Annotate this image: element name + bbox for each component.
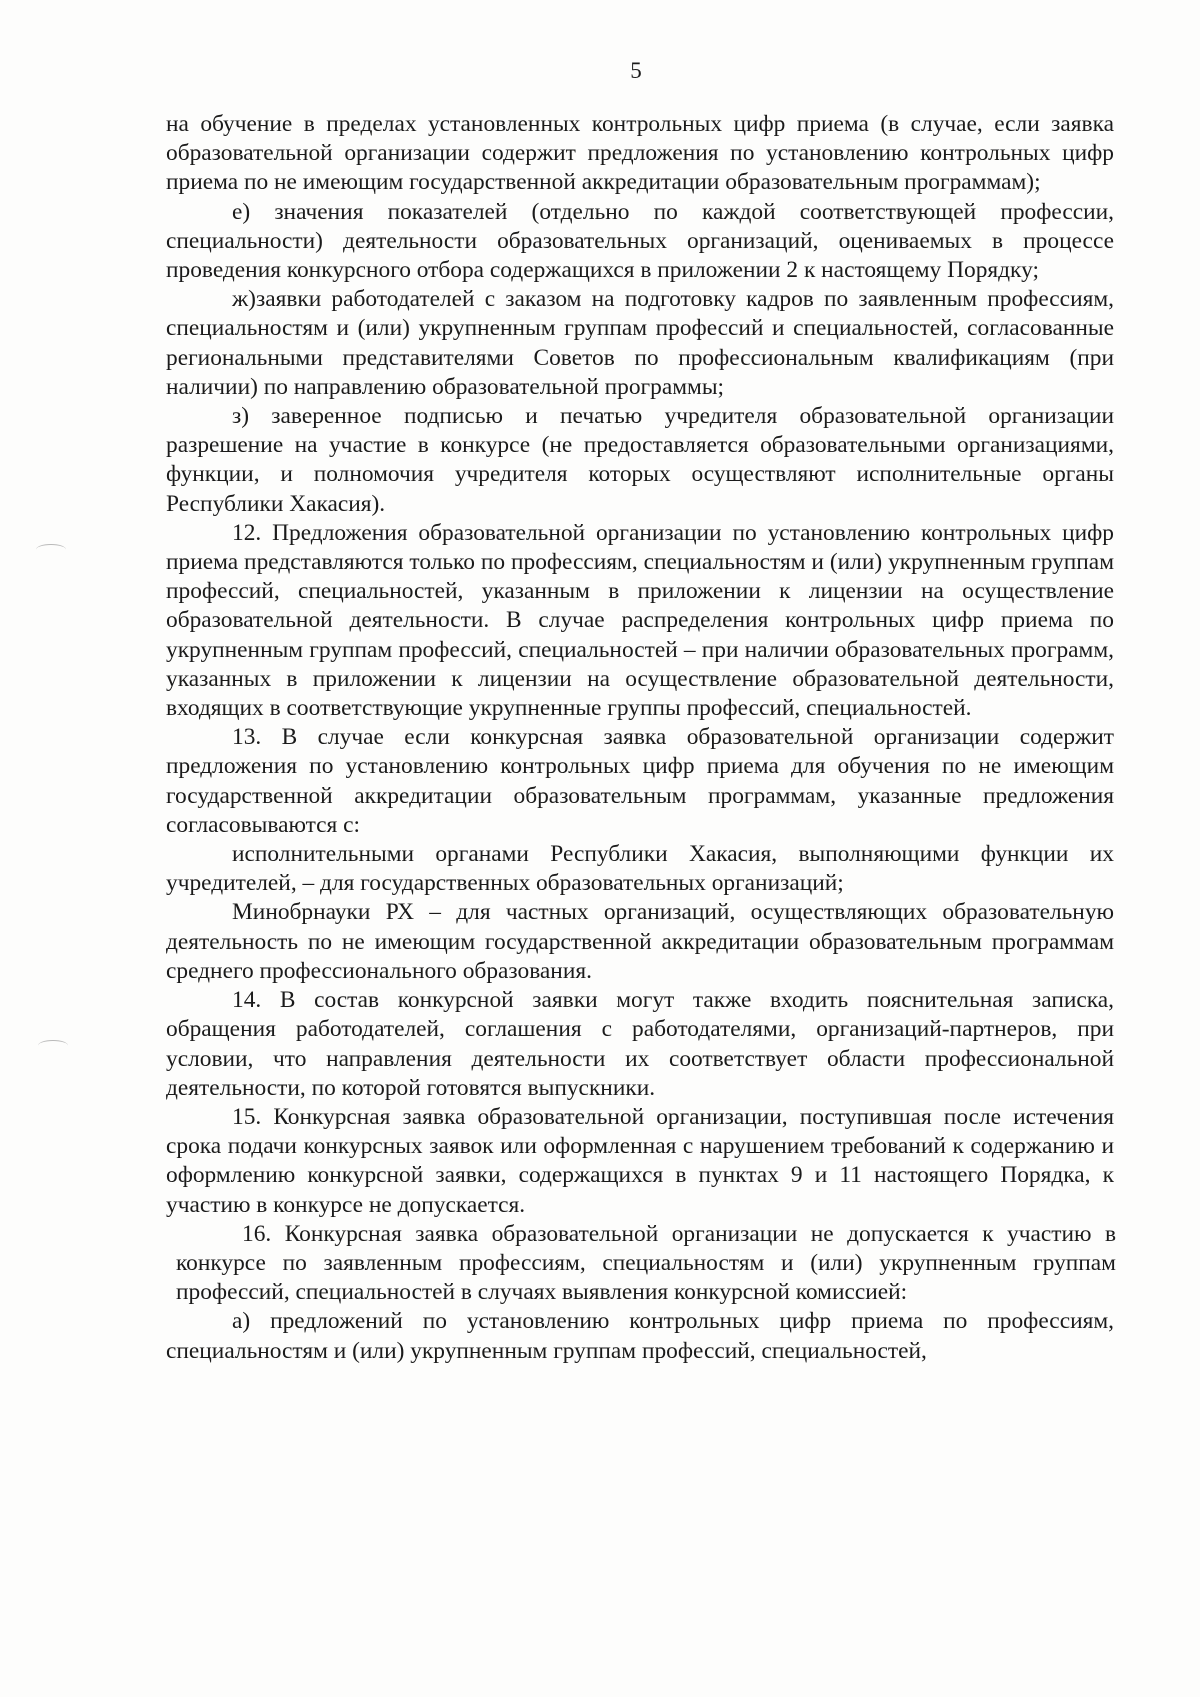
paragraph-item-z: з) заверенное подписью и печатью учредителя образовательной организации разрешение на участие в конкурсе (не предоставляется образовательными организациями, функции, и полномочия учредителя которых осуществляют исполнительные органы Республики Хакасия). — [166, 403, 1114, 517]
paragraph-item-e: е) значения показателей (отдельно по каждой соответствующей профессии, специальности) деятельности образовательных организаций, оцениваемых в процессе проведения конкурсного отбора содержащихся в приложении 2 к настоящему Порядку; — [166, 198, 1114, 284]
scan-mark — [36, 544, 66, 555]
paragraph-15: 15. Конкурсная заявка образовательной организации, поступившая после истечения срока подачи конкурсных заявок или оформленная с нарушением требований к содержанию и оформлению конкурсной заявки, содержащихся в пунктах 9 и 11 настоящего Порядка, к участию в конкурсе не допускается. — [166, 1103, 1114, 1218]
paragraph-13-ministry: Минобрнауки РХ – для частных организаций, осуществляющих образовательную деятельность по не имеющим государственной аккредитации образовательным программам среднего профессионального образования. — [166, 899, 1114, 984]
paragraph-16-item-a: а) предложений по установлению контрольных цифр приема по профессиям, специальностям и (или) укрупненным группам профессий, специальностей, — [166, 1308, 1114, 1364]
page-number: 5 — [630, 58, 642, 83]
paragraph-12: 12. Предложения образовательной организации по установлению контрольных цифр приема представляются только по профессиям, специальностям и (или) укрупненным группам профессий, специальностей, указанным в приложении к лицензии на осуществление образовательной деятельности. В случае распределения контрольных цифр приема по укрупненным группам профессий, специальностей – при наличии образовательных программ, указанных в приложении к лицензии на осуществление образовательной деятельности, входящих в соответствующие укрупненные группы профессий, специальностей. — [166, 519, 1114, 722]
paragraph-13-executive-bodies: исполнительными органами Республики Хакасия, выполняющими функции их учредителей, – для государственных образовательных организаций; — [166, 841, 1114, 897]
paragraph-13: 13. В случае если конкурсная заявка образовательной организации содержит предложения по установлению контрольных цифр приема для обучения по не имеющим государственной аккредитации образовательным программам, указанные предложения согласовываются с: — [166, 724, 1114, 838]
scan-mark — [38, 1040, 68, 1051]
paragraph-continuation: на обучение в пределах установленных контрольных цифр приема (в случае, если заявка образовательной организации содержит предложения по установлению контрольных цифр приема по не имеющим государственной аккредитации образовательным программам); — [166, 111, 1114, 196]
paragraph-item-zh: ж)заявки работодателей с заказом на подготовку кадров по заявленным профессиям, специальностям и (или) укрупненным группам профессий и специальностей, согласованные региональными представителями Советов по профессиональным квалификациям (при наличии) по направлению образовательной программы; — [166, 286, 1114, 400]
paragraph-16: 16. Конкурсная заявка образовательной организации не допускается к участию в конкурсе по заявленным профессиям, специальностям и (или) укрупненным группам профессий, специальностей в случаях выявления конкурсной комиссией: — [176, 1220, 1116, 1306]
paragraph-14: 14. В состав конкурсной заявки могут также входить пояснительная записка, обращения работодателей, соглашения с работодателями, организаций-партнеров, при условии, что направления деятельности их соответствует области профессиональной деятельности, по которой готовятся выпускники. — [166, 987, 1114, 1101]
document-body — [166, 110, 1114, 1366]
